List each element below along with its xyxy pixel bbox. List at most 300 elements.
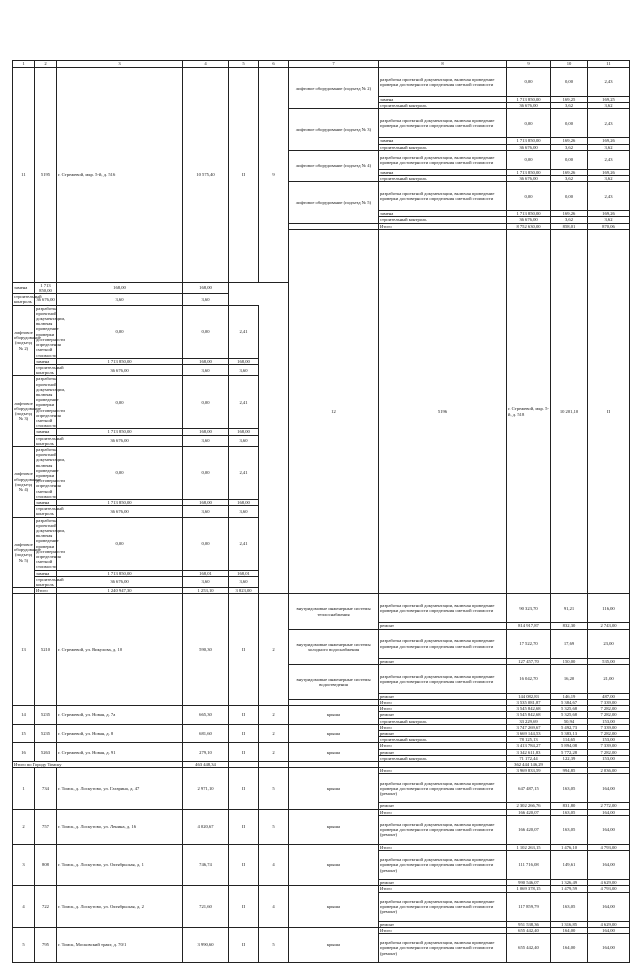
address: г. Стрежевой, мкр. 5-й, д. 516 (57, 68, 183, 283)
unit-cost: 168,01 (183, 570, 229, 576)
cost: 17 522,70 (507, 629, 551, 658)
unit-cost: 1 326,49 (551, 880, 588, 886)
col-6: 6 (259, 61, 289, 68)
work-desc: строительный контроль (379, 737, 507, 743)
unit-cost: 16,20 (551, 664, 588, 693)
house-id: 5210 (35, 594, 57, 706)
cost: 655 442,40 (507, 933, 551, 962)
work-type: крыша (289, 743, 379, 762)
work-desc: разработка проектной документации, включая проведение проверки достоверности определения сметной стоимости (36, 376, 66, 429)
cost: 71 172,44 (507, 755, 551, 761)
col-5: 5 (229, 61, 259, 68)
house-id: 5235 (35, 706, 57, 725)
limit-cost: 7 339,00 (588, 743, 630, 749)
cost: 36 676,00 (507, 217, 551, 223)
work-desc: строительный контроль (379, 103, 507, 109)
work-type: внутридомовые инженерные системы холодного водоснабжения (289, 629, 379, 664)
work-type: крыша (289, 706, 379, 725)
unit-cost: 3,60 (183, 506, 229, 517)
limit-cost: 164,00 (588, 927, 630, 933)
work-desc: разработка проектной документации, включая проведение проверки достоверности определения сметной стоимости (ремонт) (379, 933, 507, 962)
work-desc: ремонт (379, 658, 507, 664)
cost: 1 713 850,00 (57, 358, 183, 364)
address: г. Томск, Московский тракт, д. 70/1 (57, 927, 183, 962)
area: 10 201,10 (551, 229, 588, 594)
work-desc: Итого (379, 886, 507, 892)
limit-cost: 2,43 (588, 182, 630, 211)
house-id: 722 (35, 886, 57, 927)
limit-cost: 168,01 (229, 570, 259, 576)
unit-cost: 5 384,67 (551, 700, 588, 706)
area: 721,60 (183, 886, 229, 927)
area: 681,60 (183, 724, 229, 743)
address: г. Стрежевой, мкр. 5-й, д. 518 (507, 229, 551, 594)
cost: 33 229,69 (507, 718, 551, 724)
unit-cost: 3,60 (183, 364, 229, 375)
cost: 0,00 (507, 109, 551, 138)
unit-cost: 50,94 (551, 718, 588, 724)
limit-cost: 2 036,00 (588, 768, 630, 774)
work-type: лифтовое оборудование (подъезд № 4) (289, 150, 379, 181)
work-desc: ремонт (379, 693, 507, 699)
unit-cost: 3,62 (551, 217, 588, 223)
cost: 0,00 (57, 376, 183, 429)
row-number: 5 (13, 927, 35, 962)
work-desc: строительный контроль (379, 176, 507, 182)
limit-cost: 168,00 (183, 282, 229, 293)
work-desc: Итого (379, 927, 507, 933)
area: 746,74 (183, 844, 229, 885)
house-id: 808 (35, 844, 57, 885)
floors: 4 (259, 844, 289, 885)
work-type: лифтовое оборудование (подъезд № 2) (289, 68, 379, 109)
cost: 166 420,07 (507, 815, 551, 844)
limit-cost: 164,00 (588, 809, 630, 815)
limit-cost: 4 629,00 (588, 921, 630, 927)
house-id: 5263 (35, 743, 57, 762)
unit-cost: 168,00 (183, 429, 229, 435)
unit-cost: 91,21 (551, 594, 588, 623)
work-desc: строительный контроль (36, 435, 64, 446)
work-desc: разработка проектной документации, включая проведение проверки достоверности определения сметной стоимости (ремонт) (379, 815, 507, 844)
floors: 2 (259, 594, 289, 706)
area: 2 971,10 (183, 768, 229, 809)
row-number: 12 (289, 229, 379, 594)
cost: 1 713 850,00 (507, 211, 551, 217)
unit-cost: 163,05 (551, 892, 588, 921)
unit-cost: 832,30 (551, 623, 588, 629)
work-desc: замена (35, 570, 57, 576)
work-desc: строительный контроль (379, 718, 507, 724)
limit-cost: 169,26 (588, 138, 630, 144)
floors: 5 (259, 768, 289, 809)
repair-program-table (12, 60, 630, 963)
cost: 36 676,00 (57, 364, 183, 375)
work-desc: разработка проектной документации, включая проведение проверки достоверности определения сметной стоимости (379, 68, 507, 97)
unit-cost: 5 325,68 (551, 712, 588, 718)
house-id: 757 (35, 809, 57, 844)
cost: 3 545 842,68 (507, 712, 551, 718)
limit-cost: 164,00 (588, 892, 630, 921)
work-desc: строительный контроль (379, 217, 507, 223)
work-desc: замена (379, 169, 507, 175)
cost: 3 413 784,27 (507, 743, 551, 749)
cost: 951 538,36 (507, 921, 551, 927)
work-type: лифтовое оборудование (подъезд № 5) (13, 517, 35, 588)
limit-cost: 3 823,00 (229, 588, 259, 594)
unit-cost: 169,26 (551, 138, 588, 144)
cost: 36 676,00 (57, 576, 183, 587)
class: II (229, 706, 259, 725)
house-id: 795 (35, 927, 57, 962)
floors: 9 (259, 68, 289, 283)
row-number: 4 (13, 886, 35, 927)
limit-cost: 2,43 (588, 109, 630, 138)
unit-cost: 169,26 (551, 211, 588, 217)
col-3: 3 (57, 61, 183, 68)
limit-cost: 2,41 (229, 305, 259, 358)
town-total-label: Итого по Городу Томску (13, 762, 183, 768)
row-number: 14 (13, 706, 35, 725)
limit-cost: 2,41 (229, 517, 259, 570)
work-desc: замена (13, 282, 35, 293)
unit-cost: 122,39 (551, 755, 588, 761)
work-desc: строительный контроль (379, 755, 507, 761)
work-type: внутридомовые инженерные системы теплоснабжения (289, 594, 379, 629)
cost: 117 859,79 (507, 892, 551, 921)
cost: 1 713 850,00 (507, 97, 551, 103)
unit-cost: 5 772,28 (551, 749, 588, 755)
work-type: лифтовое оборудование (подъезд № 3) (13, 376, 35, 447)
work-type: лифтовое оборудование (подъезд № 3) (289, 109, 379, 150)
limit-cost: 2,41 (229, 376, 259, 429)
work-desc: разработка проектной документации, включая проведение проверки достоверности определения сметной стоимости (36, 517, 66, 570)
row-number: 13 (13, 594, 35, 706)
work-desc: Итого (379, 700, 507, 706)
cost: 111 716,08 (507, 851, 551, 880)
work-type: крыша (289, 768, 379, 809)
address: г. Стрежевой, ул. Новая, д. 7а (57, 706, 183, 725)
limit-cost: 870,06 (588, 223, 630, 229)
cost: 3 969 833,59 (507, 768, 551, 774)
unit-cost: 163,05 (551, 774, 588, 803)
work-desc: ремонт (379, 921, 507, 927)
cost: 1 713 850,00 (57, 499, 183, 505)
unit-cost: 5 492,73 (551, 724, 588, 730)
work-type: лифтовое оборудование (подъезд № 2) (13, 305, 35, 376)
cost: 990 546,07 (507, 880, 551, 886)
limit-cost: 168,00 (229, 358, 259, 364)
limit-cost: 2,41 (229, 446, 259, 499)
limit-cost: 168,00 (229, 499, 259, 505)
work-desc: разработка проектной документации, включая проведение проверки достоверности определения сметной стоимости (36, 305, 66, 358)
house-id: 5195 (35, 68, 57, 283)
class: II (229, 724, 259, 743)
floors: 5 (259, 927, 289, 962)
unit-cost: 3,62 (551, 144, 588, 150)
cost: 144 082,83 (507, 693, 551, 699)
work-desc: разработка проектной документации, включая проведение проверки достоверности определения сметной стоимости (379, 629, 507, 658)
unit-cost: 169,25 (551, 97, 588, 103)
unit-cost: 164,00 (551, 933, 588, 962)
work-type: крыша (289, 724, 379, 743)
cost: 0,00 (507, 182, 551, 211)
row-number: 3 (13, 844, 35, 885)
work-desc: строительный контроль (36, 506, 64, 517)
class: II (588, 229, 630, 594)
unit-cost: 163,05 (551, 809, 588, 815)
col-11: 11 (588, 61, 630, 68)
limit-cost: 3,60 (183, 294, 229, 305)
work-desc: замена (379, 211, 507, 217)
cost: 0,00 (507, 150, 551, 169)
cost: 166 420,07 (507, 809, 551, 815)
unit-cost: 150,00 (551, 658, 588, 664)
work-desc: замена (379, 138, 507, 144)
work-desc: замена (35, 499, 57, 505)
limit-cost: 4 793,00 (588, 886, 630, 892)
limit-cost: 7 339,00 (588, 700, 630, 706)
work-desc: Итого (379, 724, 507, 730)
work-desc: замена (35, 429, 57, 435)
unit-cost: 163,05 (551, 815, 588, 844)
unit-cost: 0,00 (183, 305, 229, 358)
work-type: внутридомовые инженерные системы водоотведения (289, 664, 379, 699)
limit-cost: 3,62 (588, 217, 630, 223)
col-9: 9 (507, 61, 551, 68)
cost: 8 752 630,00 (507, 223, 551, 229)
work-type: лифтовое оборудование (подъезд № 4) (13, 446, 35, 517)
class: II (229, 927, 259, 962)
cost: 0,00 (57, 446, 183, 499)
unit-cost: 5 325,68 (551, 706, 588, 712)
work-desc: разработка проектной документации, включая проведение проверки достоверности определения сметной стоимости (379, 594, 507, 623)
cost: 16 042,70 (507, 664, 551, 693)
limit-cost: 2,43 (588, 68, 630, 97)
unit-cost: 994,85 (551, 768, 588, 774)
work-desc: Итого (379, 706, 507, 712)
limit-cost: 3,60 (229, 435, 259, 446)
work-desc: разработка проектной документации, включая проведение проверки достоверности определения сметной стоимости (ремонт) (379, 892, 507, 921)
unit-cost: 3,62 (551, 176, 588, 182)
floors: 2 (259, 706, 289, 725)
address: г. Стрежевой, ул. Викулова, д. 10 (57, 594, 183, 706)
unit-cost: 17,69 (551, 629, 588, 658)
work-type: крыша (289, 844, 379, 885)
limit-cost: 535,00 (588, 658, 630, 664)
unit-cost: 0,00 (183, 446, 229, 499)
unit-cost: 149,61 (551, 851, 588, 880)
unit-cost: 1 479,59 (551, 886, 588, 892)
house-id: 5196 (379, 229, 507, 594)
unit-cost: 3,62 (551, 103, 588, 109)
limit-cost: 7 339,00 (588, 724, 630, 730)
limit-cost: 3,62 (588, 144, 630, 150)
area: 279,10 (183, 743, 229, 762)
work-desc: строительный контроль (36, 576, 64, 588)
work-desc: Итого (35, 588, 57, 594)
work-desc: строительный контроль (36, 364, 64, 376)
unit-cost: 0,00 (551, 68, 588, 97)
work-desc: строительный контроль (14, 294, 42, 305)
cost: 36 676,00 (507, 144, 551, 150)
work-desc: ремонт (379, 803, 507, 809)
work-desc: ремонт (379, 731, 507, 737)
limit-cost: 2,43 (588, 150, 630, 169)
limit-cost: 2 743,00 (588, 623, 630, 629)
work-type: крыша (289, 886, 379, 927)
limit-cost: 164,00 (588, 851, 630, 880)
cost: 655 442,40 (507, 927, 551, 933)
town-total-area: 463 448,34 (183, 762, 229, 768)
limit-cost: 3,62 (588, 103, 630, 109)
cost: 3 342 611,83 (507, 749, 551, 755)
work-desc: разработка проектной документации, включая проведение проверки достоверности определения сметной стоимости (379, 109, 507, 138)
work-desc: замена (379, 97, 507, 103)
col-10: 10 (551, 61, 588, 68)
row-number: 11 (13, 68, 35, 283)
col-7: 7 (289, 61, 379, 68)
class: II (229, 809, 259, 844)
area: 590,30 (183, 594, 229, 706)
limit-cost: 3,60 (229, 506, 259, 517)
unit-cost: 1 253,10 (183, 588, 229, 594)
limit-cost: 153,00 (588, 737, 630, 743)
work-desc: разработка проектной документации, включая проведение проверки достоверности определения сметной стоимости (379, 664, 507, 693)
unit-cost: 5 894,08 (551, 743, 588, 749)
limit-cost: 23,00 (588, 629, 630, 658)
unit-cost: 1 316,85 (551, 921, 588, 927)
work-desc: ремонт (379, 623, 507, 629)
row-number: 1 (13, 768, 35, 809)
house-id: 5235 (35, 724, 57, 743)
row-number: 16 (13, 743, 35, 762)
row-number: 2 (13, 809, 35, 844)
floors: 2 (259, 724, 289, 743)
work-desc: Итого (379, 844, 507, 850)
work-desc: Итого (379, 809, 507, 815)
limit-cost: 4 629,00 (588, 880, 630, 886)
floors: 4 (259, 886, 289, 927)
cost: 36 676,00 (57, 435, 183, 446)
work-desc: ремонт (379, 749, 507, 755)
cost: 0,00 (57, 517, 183, 570)
cost: 1 713 850,00 (507, 138, 551, 144)
address: г. Томск, д. Лоскутово, ул. Октябрьская, д. 2 (57, 886, 183, 927)
work-desc: разработка проектной документации, включая проведение проверки достоверности определения сметной стоимости (ремонт) (379, 774, 507, 803)
work-desc: разработка проектной документации, включая проведение проверки достоверности определения сметной стоимости (ремонт) (379, 851, 507, 880)
address: г. Томск, д. Лоскутово, ул. Ленина, д. 16 (57, 809, 183, 844)
col-1: 1 (13, 61, 35, 68)
limit-cost: 168,00 (229, 429, 259, 435)
class: II (229, 844, 259, 885)
limit-cost: 487,00 (588, 693, 630, 699)
area: 3 990,60 (183, 927, 229, 962)
work-desc: строительный контроль (379, 144, 507, 150)
limit-cost: 4 793,00 (588, 844, 630, 850)
cost: 647 487,15 (507, 774, 551, 803)
work-desc: ремонт (379, 712, 507, 718)
unit-cost: 168,00 (183, 499, 229, 505)
cost: 0,00 (57, 305, 183, 358)
limit-cost: 164,00 (588, 933, 630, 962)
town-total-cost: 362 444 146,29 (507, 762, 551, 768)
limit-cost: 3,60 (229, 364, 259, 375)
row-number: 15 (13, 724, 35, 743)
cost: 1 713 850,00 (35, 282, 57, 293)
limit-cost: 7 282,00 (588, 731, 630, 737)
class: II (229, 68, 259, 283)
cost: 1 069 378,15 (507, 886, 551, 892)
limit-cost: 169,26 (588, 169, 630, 175)
work-desc: разработка проектной документации, включая проведение проверки достоверности определения сметной стоимости (36, 446, 66, 499)
work-desc: разработка проектной документации, включая проведение проверки достоверности определения сметной стоимости (379, 150, 507, 169)
limit-cost: 3,60 (229, 576, 259, 587)
unit-cost: 164,00 (551, 927, 588, 933)
work-desc: Итого (379, 743, 507, 749)
unit-cost: 0,00 (183, 517, 229, 570)
cost: 1 713 850,00 (507, 169, 551, 175)
class: II (229, 886, 259, 927)
cost: 814 917,87 (507, 623, 551, 629)
col-4: 4 (183, 61, 229, 68)
work-type: крыша (289, 927, 379, 962)
work-desc: замена (35, 358, 57, 364)
header-row (13, 61, 630, 68)
cost: 3 535 081,87 (507, 700, 551, 706)
cost: 2 302 266,76 (507, 803, 551, 809)
limit-cost: 169,25 (588, 97, 630, 103)
limit-cost: 153,00 (588, 718, 630, 724)
unit-cost: 831,80 (551, 803, 588, 809)
unit-cost: 169,26 (551, 169, 588, 175)
cost: 90 323,70 (507, 594, 551, 623)
cost: 36 676,00 (507, 103, 551, 109)
area: 665,30 (183, 706, 229, 725)
document-table-wrapper (12, 60, 629, 963)
unit-cost: 3,60 (57, 294, 183, 305)
limit-cost: 21,00 (588, 664, 630, 693)
address: г. Стрежевой, ул. Новая, д. 8 (57, 724, 183, 743)
work-desc: Итого (379, 223, 507, 229)
work-type: лифтовое оборудование (подъезд № 5) (289, 182, 379, 223)
cost: 127 457,70 (507, 658, 551, 664)
work-desc: разработка проектной документации, включая проведение проверки достоверности определения сметной стоимости (379, 182, 507, 211)
class: II (229, 743, 259, 762)
unit-cost: 5 383,13 (551, 731, 588, 737)
cost: 1 713 850,00 (57, 429, 183, 435)
unit-cost: 0,00 (551, 150, 588, 169)
area: 4 020,67 (183, 809, 229, 844)
unit-cost: 168,00 (57, 282, 183, 293)
limit-cost: 7 282,00 (588, 749, 630, 755)
unit-cost: 3,60 (183, 576, 229, 587)
cost: 1 713 850,00 (57, 570, 183, 576)
unit-cost: 0,00 (551, 109, 588, 138)
col-2: 2 (35, 61, 57, 68)
work-type: крыша (289, 809, 379, 844)
work-desc: Итого (379, 768, 507, 774)
limit-cost: 153,00 (588, 755, 630, 761)
work-desc: ремонт (379, 880, 507, 886)
unit-cost: 1 476,10 (551, 844, 588, 850)
limit-cost: 7 282,00 (588, 706, 630, 712)
limit-cost: 169,26 (588, 211, 630, 217)
unit-cost: 168,00 (183, 358, 229, 364)
unit-cost: 146,19 (551, 693, 588, 699)
area: 10 575,40 (183, 68, 229, 283)
cost: 3 545 842,68 (507, 706, 551, 712)
